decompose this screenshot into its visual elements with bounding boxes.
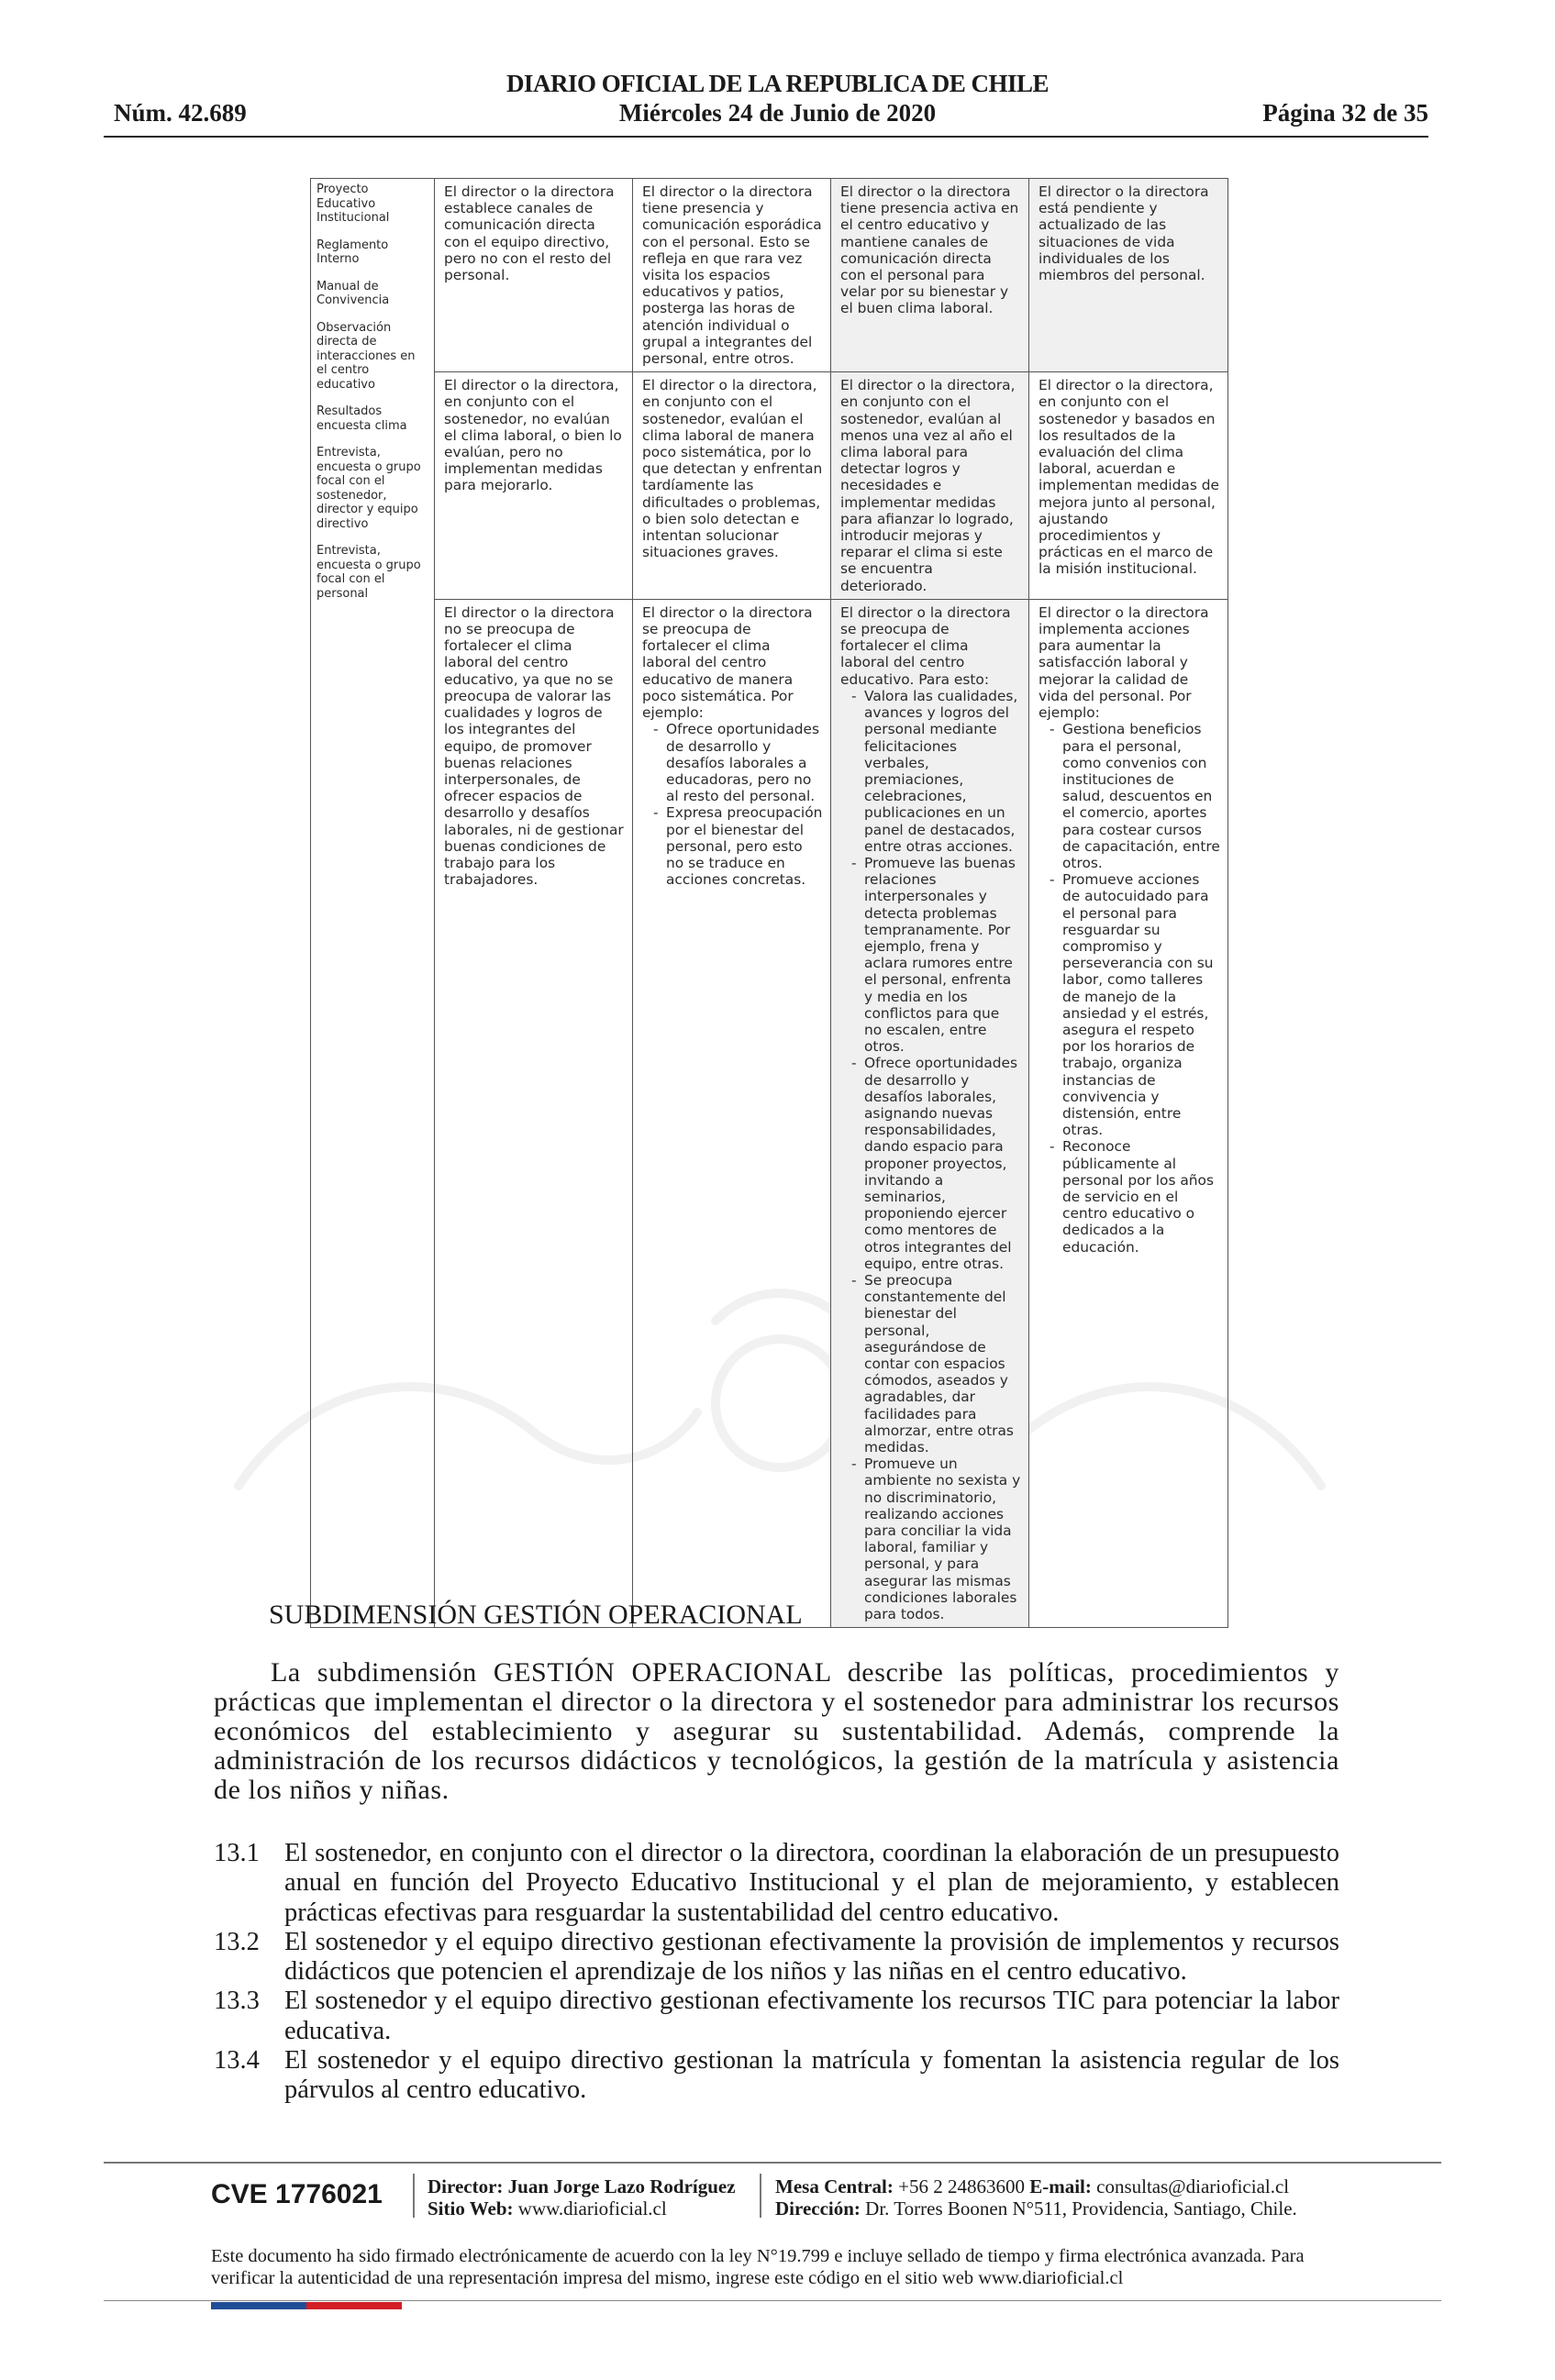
standard-number: 13.3 [214,1987,260,2016]
standard-number: 13.2 [214,1927,260,1956]
flag-stripe-red [306,2302,402,2309]
footer-contact-block [775,2175,1297,2219]
source-item: Reglamento Interno [317,238,389,266]
rubric-cell: El director o la directora, en conjunto con el sostenedor, evalúan el clima laboral de manera poco sistemática, por lo que detectan y enfrentan tardíamente las dificultades o problemas, o bien solo detectan e intentan solucionar situaciones graves. [633,372,831,600]
rubric-cell: El director o la directora tiene presencia activa en el centro educativo y mantiene canales de comunicación directa con el personal para velar por su bienestar y el buen clima laboral. [831,179,1029,372]
list-item: - Se preocupa constantemente del bienestar del personal, asegurándose de contar con espacios cómodos, aseados y agradables, dar facilidades para almorzar, entre otras medidas. [851,1272,1021,1456]
example-list [840,688,1021,1622]
footer-separator [413,2174,415,2218]
director-label: Director: [428,2175,504,2197]
phone-label: Mesa Central: [775,2175,894,2197]
standard-text: El sostenedor, en conjunto con el director o la directora, coordinan la elaboración de un presupuesto anual en función del Proyecto Educativo Institucional y el plan de mejoramiento, y establecen prácticas efectivas para resguardar la sustentabilidad del centro educativo. [284,1839,1339,1927]
example-list [1039,721,1220,1256]
example-list [642,721,823,888]
issue-date: Miércoles 24 de Junio de 2020 [618,99,937,127]
rubric-row [311,372,1228,600]
issue-number: Núm. 42.689 [114,99,247,127]
cell-intro: El director o la directora implementa acciones para aumentar la satisfacción laboral y mejorar la calidad de vida del personal. Por ejemplo: [1039,603,1209,722]
source-item: Observación directa de interacciones en el centro educativo [317,320,416,392]
list-item: - Promueve un ambiente no sexista y no discriminatorio, realizando acciones para conciliar la vida laboral, familiar y personal, y para asegurar las mismas condiciones laborales para todos. [851,1456,1021,1622]
footer-divider [104,2162,1441,2164]
list-item: - Gestiona beneficios para el personal, como convenios con instituciones de salud, descuentos en el comercio, aportes para costear cursos de capacitación, entre otros. [1050,721,1220,871]
subsection-heading: SUBDIMENSIÓN GESTIÓN OPERACIONAL [269,1600,803,1630]
email-link[interactable]: consultas@diarioficial.cl [1096,2175,1290,2197]
standard-item [214,2046,1339,2106]
site-label: Sitio Web: [428,2197,514,2219]
cell-intro: El director o la directora se preocupa de fortalecer el clima laboral del centro educativo de manera poco sistemática. Por ejemplo: [642,603,813,722]
list-item: - Promueve acciones de autocuidado para el personal para resguardar su compromiso y perseverancia con su labor, como talleres de manejo de la ansiedad y el estrés, asegura el respeto por los horarios de trabajo, organiza instancias de convivencia y distensión, entre otras. [1050,871,1220,1138]
address-label: Dirección: [775,2197,861,2219]
standard-text: El sostenedor y el equipo directivo gestionan efectivamente la provisión de implementos y recursos didácticos que potencien el aprendizaje de los niños y las niñas en el centro educativo. [284,1927,1339,1987]
list-item: - Ofrece oportunidades de desarrollo y desafíos laborales, asignando nuevas responsabilidades, dando espacio para proponer proyectos, invitando a seminarios, proponiendo ejercer como mentores de otros integrantes del equipo, entre otras. [851,1055,1021,1272]
footer-bottom-divider [104,2300,1441,2301]
director-name: Juan Jorge Lazo Rodríguez [507,2175,736,2197]
standard-item [214,1987,1339,2046]
source-item: Proyecto Educativo Institucional [317,183,390,225]
rubric-cell: El director o la directora tiene presencia y comunicación esporádica con el personal. Esto se refleja en que rara vez visita los espacios educativos y patios, posterga las horas de atención individual o grupal a integrantes del personal, entre otros. [633,179,831,372]
rubric-row [311,599,1228,1627]
rubric-cell: El director o la directora, en conjunto con el sostenedor y basados en los resultados de la evaluación del clima laboral, acuerdan e implementan medidas de mejora junto al personal, ajustando procedimientos y prácticas en el marco de la misión institucional. [1029,372,1228,600]
email-label: E-mail: [1029,2175,1092,2197]
subsection-paragraph: La subdimensión GESTIÓN OPERACIONAL describe las políticas, procedimientos y prácticas que implementan el director o la directora y el sostenedor para administrar los recursos económicos del establecimiento y asegurar su sustentabilidad. Además, comprende la administración de los recursos didácticos y tecnológicos, la gestión de la matrícula y asistencia de los niños y niñas. [214,1657,1339,1805]
list-item: - Expresa preocupación por el bienestar del personal, pero esto no se traduce en acciones concretas. [653,804,823,888]
standard-number: 13.1 [214,1839,260,1867]
source-item: Entrevista, encuesta o grupo focal con el personal [317,544,421,601]
site-link[interactable]: www.diarioficial.cl [517,2197,667,2219]
rubric-table [310,178,1228,1628]
header-divider [104,136,1428,138]
list-item: - Valora las cualidades, avances y logros del personal mediante felicitaciones verbales, premiaciones, celebraciones, publicaciones en un panel de destacados, entre otras acciones. [851,688,1021,855]
list-item: - Reconoce públicamente al personal por los años de servicio en el centro educativo o dedicados a la educación. [1050,1138,1220,1255]
phone-number: +56 2 24863600 [898,2175,1025,2197]
rubric-cell: El director o la directora está pendiente y actualizado de las situaciones de vida individuales de los miembros del personal. [1029,179,1228,372]
source-item: Manual de Convivencia [317,279,390,307]
cve-code: CVE 1776021 [211,2179,383,2209]
standard-number: 13.4 [214,2046,260,2076]
address-text: Dr. Torres Boonen N°511, Providencia, Santiago, Chile. [865,2197,1297,2219]
rubric-cell [1029,599,1228,1627]
rubric-cell [633,599,831,1627]
standard-text: El sostenedor y el equipo directivo gestionan la matrícula y fomentan la asistencia regular de los párvulos al centro educativo. [284,2046,1339,2105]
rubric-cell: El director o la directora, en conjunto con el sostenedor, evalúan al menos una vez al año el clima laboral para detectar logros y necesidades e implementar medidas para afianzar lo logrado, introducir mejoras y reparar el clima si este se encuentra deteriorado. [831,372,1029,600]
rubric-cell: El director o la directora, en conjunto con el sostenedor, no evalúan el clima laboral, o bien lo evalúan, pero no implementan medidas para mejorarlo. [435,372,633,600]
cell-intro: El director o la directora se preocupa de fortalecer el clima laboral del centro educativo. Para esto: [840,603,1011,688]
rubric-cell: El director o la directora no se preocupa de fortalecer el clima laboral del centro educativo, ya que no se preocupa de valorar las cualidades y logros de los integrantes del equipo, de promover buenas relaciones interpersonales, de ofrecer espacios de desarrollo y desafíos laborales, ni de gestionar buenas condiciones de trabajo para los trabajadores. [435,599,633,1627]
signature-notice: Este documento ha sido firmado electrónicamente de acuerdo con la ley N°19.799 e incluye sellado de tiempo y firma electrónica avanzada. Para verificar la autenticidad de una representación impresa del mismo, ingrese este código en el sitio web www.diarioficial.cl [211,2246,1305,2288]
source-item: Entrevista, encuesta o grupo focal con el sostenedor, director y equipo directivo [317,446,421,531]
footer-director-block [428,2175,736,2219]
standard-item [214,1839,1339,1928]
standards-list [214,1839,1339,2106]
verification-sources [311,179,435,1628]
list-item: - Ofrece oportunidades de desarrollo y desafíos laborales a educadoras, pero no al resto del personal. [653,721,823,804]
standard-item [214,1928,1339,1987]
standard-text: El sostenedor y el equipo directivo gestionan efectivamente los recursos TIC para potenciar la labor educativa. [284,1987,1339,2045]
source-item: Resultados encuesta clima [317,404,407,433]
page-indicator: Página 32 de 35 [1262,99,1428,127]
rubric-cell: El director o la directora establece canales de comunicación directa con el equipo directivo, pero no con el resto del personal. [435,179,633,372]
list-item: - Promueve las buenas relaciones interpersonales y detecta problemas tempranamente. Por ejemplo, frena y aclara rumores entre el personal, enfrenta y media en los conflictos para que no escalen, entre otros. [851,855,1021,1055]
flag-stripe-blue [211,2302,306,2309]
rubric-row [311,179,1228,372]
rubric-cell [831,599,1029,1627]
gazette-title: DIARIO OFICIAL DE LA REPUBLICA DE CHILE [505,70,1050,97]
footer-separator [760,2174,761,2218]
